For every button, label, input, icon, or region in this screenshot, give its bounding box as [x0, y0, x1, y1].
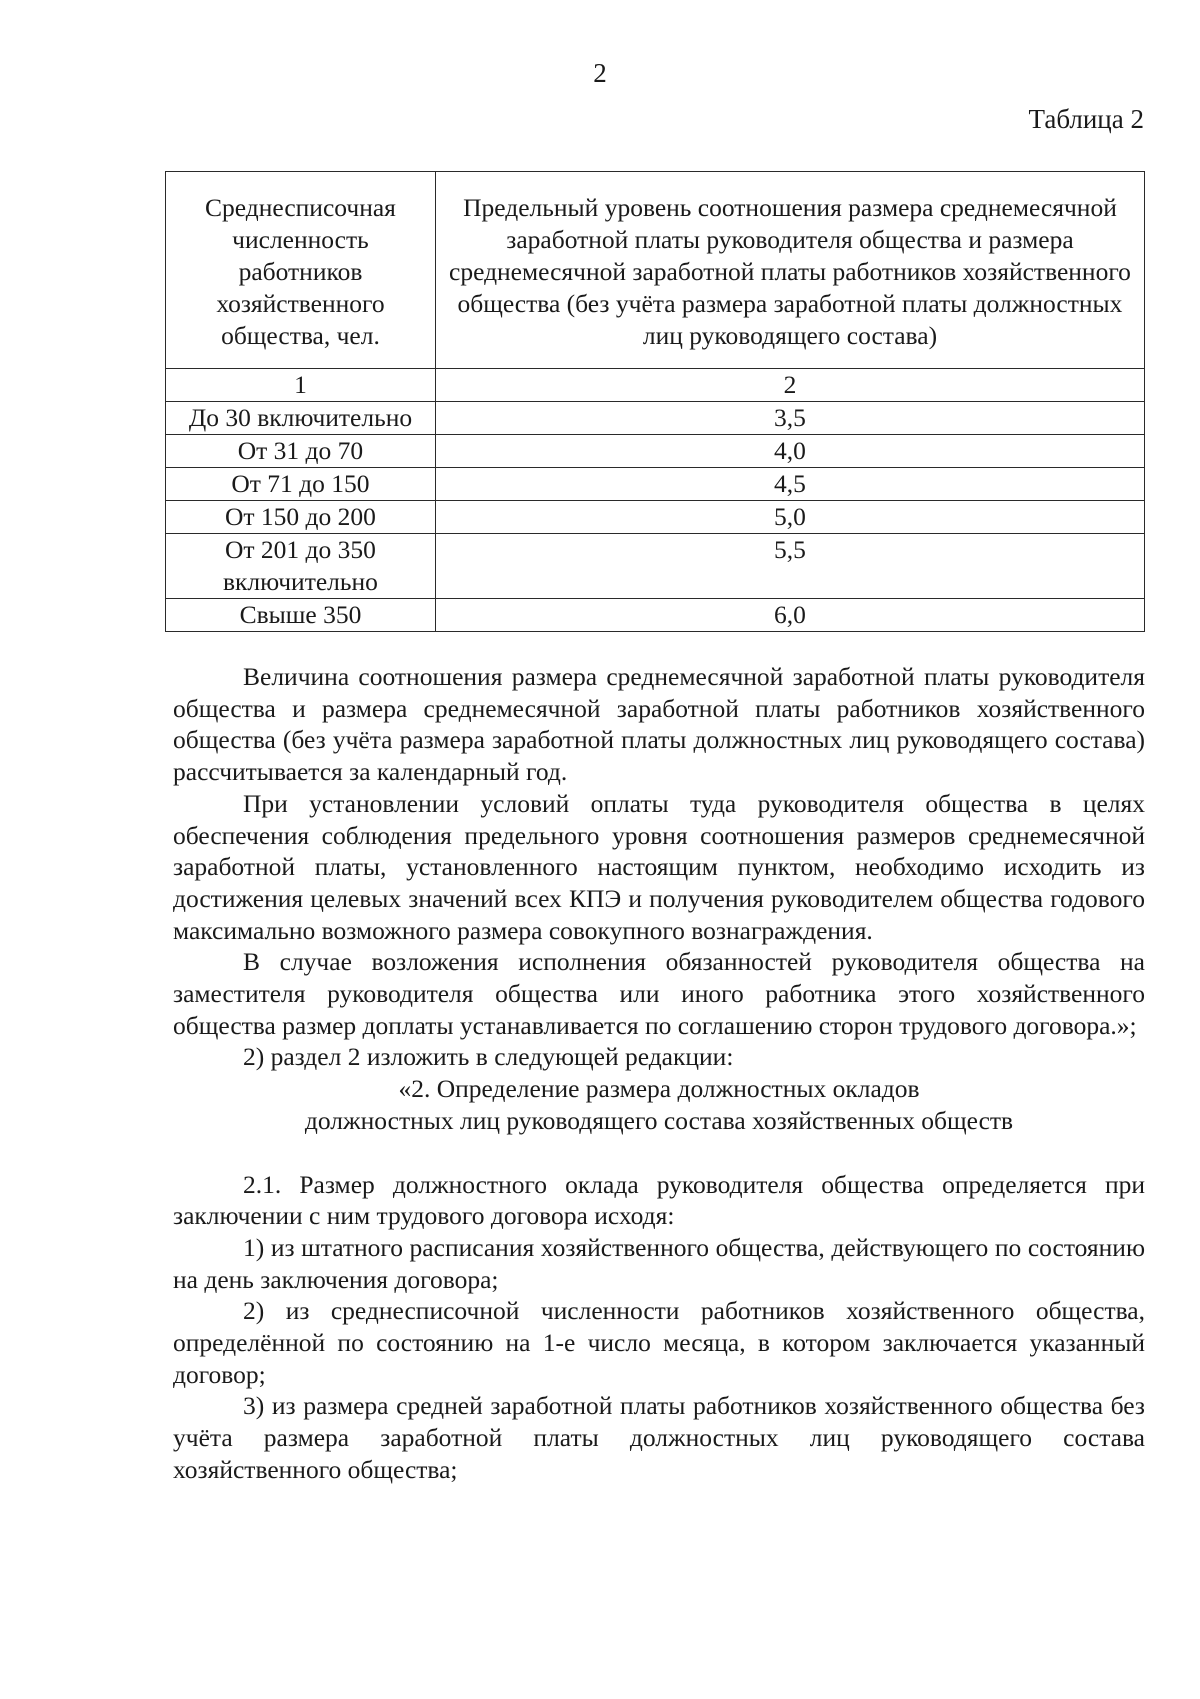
ratio-value-cell: 5,5 — [435, 534, 1144, 599]
section-heading-line-1: «2. Определение размера должностных окладов — [398, 1074, 920, 1104]
table-row — [166, 435, 1145, 468]
table-header-row — [166, 172, 1145, 369]
table-row — [166, 599, 1145, 632]
headcount-range-cell: От 201 до 350 включительно — [166, 534, 436, 599]
ratio-value-cell: 4,0 — [435, 435, 1144, 468]
body-text — [173, 661, 1145, 1486]
table-column-numbers-row — [166, 369, 1145, 402]
headcount-range-cell: От 71 до 150 — [166, 468, 436, 501]
paragraph-ratio-period: Величина соотношения размера среднемесячной заработной платы руководителя общества и размера среднемесячной заработной платы работников хозяйственного общества (без учёта размера заработной платы должностных лиц руководящего состава) рассчитывается за календарный год. — [173, 662, 1145, 787]
table-row — [166, 534, 1145, 599]
paragraph-kpi-conditions: При установлении условий оплаты туда руководителя общества в целях обеспечения соблюдения предельного уровня соотношения размеров среднемесячной заработной платы, установленного настоящим пунктом, необходимо исходить из достижения целевых значений всех КПЭ и получения руководителем общества годового максимально возможного размера совокупного вознаграждения. — [173, 788, 1145, 945]
ratio-value-cell: 3,5 — [435, 402, 1144, 435]
headcount-range-cell: Свыше 350 — [166, 599, 436, 632]
table-row — [166, 501, 1145, 534]
table-row — [166, 468, 1145, 501]
table-caption: Таблица 2 — [1028, 104, 1144, 134]
headcount-range-cell: От 31 до 70 — [166, 435, 436, 468]
column-number-1: 1 — [166, 369, 436, 402]
headcount-range-cell: До 30 включительно — [166, 402, 436, 435]
paragraph-item-1: 1) из штатного расписания хозяйственного общества, действующего по состоянию на день заключения договора; — [173, 1232, 1145, 1294]
paragraph-section-2-amendment: 2) раздел 2 изложить в следующей редакции: — [243, 1042, 734, 1072]
section-heading-line-2: должностных лиц руководящего состава хозяйственных обществ — [304, 1105, 1014, 1135]
headcount-range-cell: От 150 до 200 — [166, 501, 436, 534]
page-number: 2 — [593, 58, 607, 88]
spacer — [173, 1137, 1145, 1169]
ratio-table — [165, 171, 1145, 632]
table-row — [166, 402, 1145, 435]
paragraph-2-1: 2.1. Размер должностного оклада руководителя общества определяется при заключении с ним трудового договора исходя: — [173, 1169, 1145, 1231]
paragraph-item-2: 2) из среднесписочной численности работников хозяйственного общества, определённой по состоянию на 1-е число месяца, в котором заключается указанный договор; — [173, 1296, 1145, 1389]
ratio-value-cell: 5,0 — [435, 501, 1144, 534]
paragraph-acting-duties: В случае возложения исполнения обязанностей руководителя общества на заместителя руководителя общества или иного работника этого хозяйственного общества размер доплаты устанавливается по соглашению сторон трудового договора.»; — [173, 947, 1145, 1040]
column-header-ratio-limit: Предельный уровень соотношения размера среднемесячной заработной платы руководителя общества и размера среднемесячной заработной платы работников хозяйственного общества (без учёта размера заработной платы должностных лиц руководящего состава) — [435, 172, 1144, 369]
ratio-value-cell: 4,5 — [435, 468, 1144, 501]
ratio-value-cell: 6,0 — [435, 599, 1144, 632]
column-number-2: 2 — [435, 369, 1144, 402]
paragraph-item-3: 3) из размера средней заработной платы работников хозяйственного общества без учёта размера заработной платы должностных лиц руководящего состава хозяйственного общества; — [173, 1391, 1145, 1484]
column-header-headcount: Среднесписочная численность работников хозяйственного общества, чел. — [166, 172, 436, 369]
